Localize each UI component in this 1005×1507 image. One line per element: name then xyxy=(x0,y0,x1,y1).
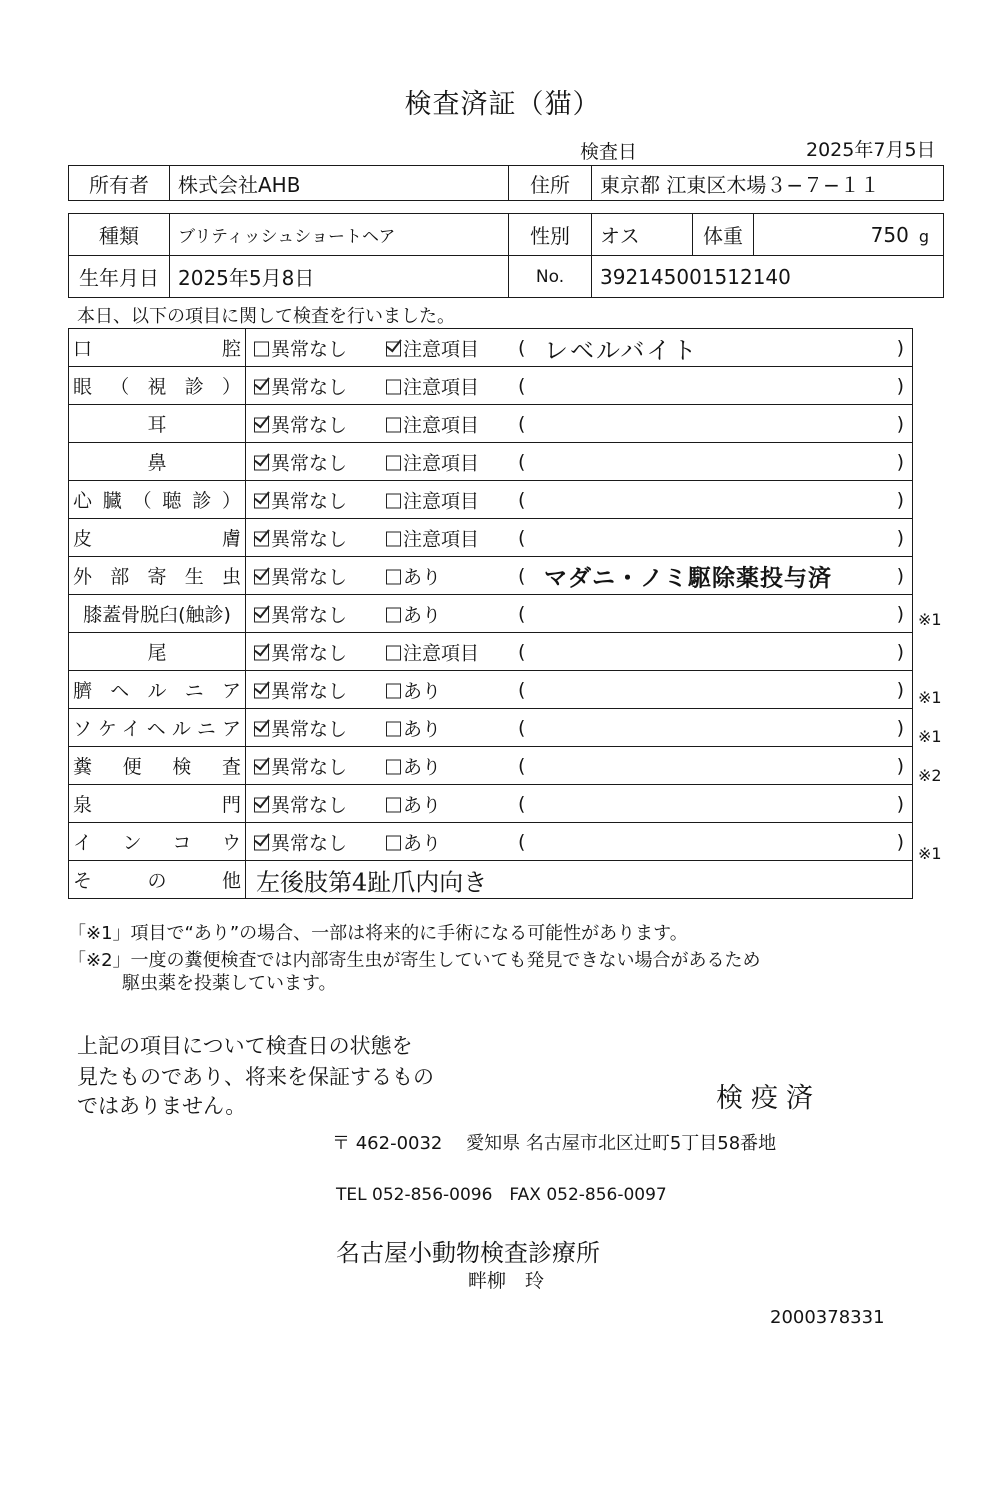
inspection-item-label: 臍ヘルニア xyxy=(73,680,241,702)
inspection-row xyxy=(69,443,913,481)
checked-box-icon[interactable] xyxy=(254,379,269,394)
inspection-item-label: 鼻 xyxy=(147,452,167,474)
close-paren: ) xyxy=(896,792,904,815)
inspection-item-name xyxy=(69,671,246,709)
normal-option-label: 異常なし xyxy=(271,566,348,588)
close-paren: ) xyxy=(896,526,904,549)
checked-box-icon[interactable] xyxy=(254,455,269,470)
normal-checkbox-option[interactable] xyxy=(254,638,347,665)
close-paren: ) xyxy=(896,564,904,587)
inspection-item-label: 口 腔 xyxy=(73,338,241,360)
abnormal-option-label: 注意項目 xyxy=(403,528,480,550)
abnormal-option-label: 注意項目 xyxy=(403,376,480,398)
inspection-item-name xyxy=(69,785,246,823)
normal-checkbox-option[interactable] xyxy=(254,448,347,475)
inspection-result-cell xyxy=(246,405,913,443)
normal-checkbox-option[interactable] xyxy=(254,790,347,817)
normal-checkbox-option[interactable] xyxy=(254,562,347,589)
normal-option-label: 異常なし xyxy=(271,604,348,626)
inspection-result-cell xyxy=(246,595,913,633)
checked-box-icon[interactable] xyxy=(254,569,269,584)
close-paren: ) xyxy=(896,602,904,625)
abnormal-option-label: あり xyxy=(403,756,442,778)
abnormal-checkbox-option[interactable] xyxy=(386,486,479,513)
inspection-item-label: 膝蓋骨脱臼(触診) xyxy=(83,604,231,626)
footnote-3: 駆虫薬を投薬しています。 xyxy=(122,973,337,994)
normal-option-label: 異常なし xyxy=(271,832,348,854)
checked-box-icon[interactable] xyxy=(254,645,269,660)
inspection-item-name xyxy=(69,443,246,481)
owner-address: 東京都 江東区木場３−７−１１ xyxy=(592,166,944,201)
weight-unit: g xyxy=(918,226,929,246)
abnormal-option-label: あり xyxy=(403,832,442,854)
inspection-result-cell xyxy=(246,329,913,367)
abnormal-checkbox-option[interactable] xyxy=(386,790,441,817)
intro-text: 本日、以下の項目に関して検査を行いました。 xyxy=(77,306,455,327)
normal-checkbox-option[interactable] xyxy=(254,372,347,399)
other-note-cell xyxy=(246,861,913,899)
inspection-item-label: 皮膚 xyxy=(73,528,241,550)
abnormal-checkbox-option[interactable] xyxy=(386,524,479,551)
footnote-2: 「※2」一度の糞便検査では内部寄生虫が寄生していても発見できない場合があるため xyxy=(68,950,761,971)
checkbox-icon[interactable] xyxy=(386,455,401,470)
normal-option-label: 異常なし xyxy=(271,528,348,550)
inspection-item-name xyxy=(69,519,246,557)
inspection-row-other xyxy=(69,861,913,899)
inspection-row xyxy=(69,557,913,595)
normal-option-label: 異常なし xyxy=(271,490,348,512)
normal-checkbox-option[interactable] xyxy=(254,828,347,855)
inspection-item-name xyxy=(69,861,246,899)
inspection-row xyxy=(69,709,913,747)
checkbox-icon[interactable] xyxy=(386,493,401,508)
inspection-result-cell xyxy=(246,481,913,519)
footnote-mark: ※2 xyxy=(918,765,942,785)
inspection-item-name xyxy=(69,481,246,519)
close-paren: ) xyxy=(896,450,904,473)
birth-label: 生年月日 xyxy=(69,256,170,298)
checkbox-icon[interactable] xyxy=(386,569,401,584)
open-paren: ( xyxy=(518,602,526,625)
abnormal-option-label: あり xyxy=(403,566,442,588)
abnormal-option-label: 注意項目 xyxy=(403,490,480,512)
abnormal-checkbox-option[interactable] xyxy=(386,448,479,475)
inspection-item-name xyxy=(69,747,246,785)
abnormal-option-label: 注意項目 xyxy=(403,338,480,360)
checked-box-icon[interactable] xyxy=(254,531,269,546)
quarantine-stamp: 検疫済 xyxy=(716,1083,821,1114)
abnormal-checkbox-option[interactable] xyxy=(386,828,441,855)
clinic-name: 名古屋小動物検査診療所 xyxy=(336,1239,600,1267)
checkbox-icon[interactable] xyxy=(386,797,401,812)
footnote-mark: ※1 xyxy=(918,610,942,630)
checked-box-icon[interactable] xyxy=(254,721,269,736)
close-paren: ) xyxy=(896,336,904,359)
checked-box-icon[interactable] xyxy=(254,607,269,622)
footnote-mark: ※1 xyxy=(918,727,942,746)
abnormal-option-label: 注意項目 xyxy=(403,414,480,436)
inspection-result-cell xyxy=(246,671,913,709)
inspection-row xyxy=(69,367,913,405)
inspection-item-label: 尾 xyxy=(147,642,167,664)
inspection-item-name xyxy=(69,329,246,367)
inspection-item-label: 泉門 xyxy=(73,794,241,816)
abnormal-option-label: 注意項目 xyxy=(403,452,480,474)
inspection-row xyxy=(69,785,913,823)
breed-value: ブリティッシュショートヘア xyxy=(170,214,509,256)
close-paren: ) xyxy=(896,754,904,777)
abnormal-checkbox-option[interactable] xyxy=(386,676,441,703)
inspection-result-cell xyxy=(246,747,913,785)
normal-checkbox-option[interactable] xyxy=(254,752,347,779)
disclaimer-line-3: ではありません。 xyxy=(77,1094,247,1118)
abnormal-option-label: 注意項目 xyxy=(403,642,480,664)
open-paren: ( xyxy=(518,526,526,549)
inspection-result-cell xyxy=(246,709,913,747)
checkbox-icon[interactable] xyxy=(386,379,401,394)
open-paren: ( xyxy=(518,564,526,587)
normal-checkbox-option[interactable] xyxy=(254,334,347,361)
close-paren: ) xyxy=(896,374,904,397)
number-value: 392145001512140 xyxy=(592,256,944,298)
footnote-1: 「※1」項目で“あり”の場合、一部は将来的に手術になる可能性があります。 xyxy=(68,923,688,944)
checkbox-icon[interactable] xyxy=(386,835,401,850)
open-paren: ( xyxy=(518,488,526,511)
close-paren: ) xyxy=(896,678,904,701)
owner-label: 所有者 xyxy=(69,166,170,201)
inspection-item-label: 眼（視診） xyxy=(73,376,241,398)
document-title: 検査済証（猫） xyxy=(404,89,601,120)
inspection-result-cell xyxy=(246,633,913,671)
serial-number: 2000378331 xyxy=(770,1307,885,1328)
normal-option-label: 異常なし xyxy=(271,338,348,360)
normal-checkbox-option[interactable] xyxy=(254,676,347,703)
abnormal-checkbox-option[interactable] xyxy=(386,752,441,779)
inspection-item-name xyxy=(69,823,246,861)
inspection-result-cell xyxy=(246,367,913,405)
sex-value: オス xyxy=(592,214,693,256)
close-paren: ) xyxy=(896,640,904,663)
abnormal-checkbox-option[interactable] xyxy=(386,410,479,437)
normal-checkbox-option[interactable] xyxy=(254,600,347,627)
inspection-item-name xyxy=(69,405,246,443)
weight-label: 体重 xyxy=(693,214,754,256)
abnormal-checkbox-option[interactable] xyxy=(386,334,479,361)
inspection-result-cell xyxy=(246,443,913,481)
inspection-note: レベルバイト xyxy=(544,336,699,364)
owner-name: 株式会社AHB xyxy=(170,166,509,201)
checked-box-icon[interactable] xyxy=(254,683,269,698)
close-paren: ) xyxy=(896,412,904,435)
inspection-row xyxy=(69,747,913,785)
inspection-date-label: 検査日 xyxy=(580,141,638,163)
open-paren: ( xyxy=(518,792,526,815)
clinic-phone: TEL 052-856-0096 FAX 052-856-0097 xyxy=(336,1185,667,1205)
inspection-result-cell xyxy=(246,823,913,861)
checkbox-icon[interactable] xyxy=(386,531,401,546)
clinic-address: 〒 462-0032 愛知県 名古屋市北区辻町5丁目58番地 xyxy=(332,1133,777,1154)
checked-box-icon[interactable] xyxy=(254,493,269,508)
inspection-row xyxy=(69,329,913,367)
abnormal-checkbox-option[interactable] xyxy=(386,600,441,627)
checkbox-icon[interactable] xyxy=(386,607,401,622)
doctor-name: 畔柳 玲 xyxy=(468,1270,545,1292)
open-paren: ( xyxy=(518,450,526,473)
normal-checkbox-option[interactable] xyxy=(254,410,347,437)
checkbox-icon[interactable] xyxy=(254,341,269,356)
owner-table xyxy=(68,165,944,201)
open-paren: ( xyxy=(518,678,526,701)
breed-label: 種類 xyxy=(69,214,170,256)
abnormal-option-label: あり xyxy=(403,718,442,740)
checked-box-icon[interactable] xyxy=(254,759,269,774)
open-paren: ( xyxy=(518,754,526,777)
abnormal-option-label: あり xyxy=(403,680,442,702)
inspection-item-label: 糞便検査 xyxy=(73,756,241,778)
close-paren: ) xyxy=(896,830,904,853)
inspection-item-label: 耳 xyxy=(147,414,167,436)
abnormal-checkbox-option[interactable] xyxy=(386,372,479,399)
normal-option-label: 異常なし xyxy=(271,756,348,778)
inspection-row xyxy=(69,671,913,709)
abnormal-checkbox-option[interactable] xyxy=(386,562,441,589)
abnormal-checkbox-option[interactable] xyxy=(386,714,441,741)
normal-option-label: 異常なし xyxy=(271,680,348,702)
footnote-mark: ※1 xyxy=(918,688,942,708)
inspection-result-cell xyxy=(246,785,913,823)
open-paren: ( xyxy=(518,412,526,435)
animal-info-table xyxy=(68,213,944,298)
other-note: 左後肢第4趾爪内向き xyxy=(256,868,488,896)
open-paren: ( xyxy=(518,336,526,359)
inspection-item-label: 心臓（聴診） xyxy=(73,490,241,512)
inspection-result-cell xyxy=(246,519,913,557)
normal-checkbox-option[interactable] xyxy=(254,486,347,513)
inspection-item-name xyxy=(69,633,246,671)
open-paren: ( xyxy=(518,640,526,663)
open-paren: ( xyxy=(518,830,526,853)
inspection-row xyxy=(69,633,913,671)
other-label: その他 xyxy=(73,870,241,892)
open-paren: ( xyxy=(518,716,526,739)
inspection-item-name xyxy=(69,557,246,595)
checkbox-icon[interactable] xyxy=(386,759,401,774)
inspection-item-name xyxy=(69,367,246,405)
abnormal-option-label: あり xyxy=(403,604,442,626)
weight-cell xyxy=(754,214,944,256)
inspection-note: マダニ・ノミ駆除薬投与済 xyxy=(544,565,832,591)
normal-checkbox-option[interactable] xyxy=(254,714,347,741)
weight-value: 750 xyxy=(870,222,909,247)
checked-box-icon[interactable] xyxy=(254,835,269,850)
inspection-row xyxy=(69,481,913,519)
inspection-item-name xyxy=(69,595,246,633)
normal-option-label: 異常なし xyxy=(271,642,348,664)
normal-option-label: 異常なし xyxy=(271,414,348,436)
abnormal-checkbox-option[interactable] xyxy=(386,638,479,665)
checked-box-icon[interactable] xyxy=(254,417,269,432)
disclaimer-line-1: 上記の項目について検査日の状態を xyxy=(77,1034,413,1058)
inspection-row xyxy=(69,519,913,557)
number-label: No. xyxy=(509,256,592,298)
address-label: 住所 xyxy=(509,166,592,201)
close-paren: ) xyxy=(896,488,904,511)
birth-value: 2025年5月8日 xyxy=(170,256,509,298)
disclaimer-line-2: 見たものであり、将来を保証するもの xyxy=(77,1065,434,1089)
inspection-row xyxy=(69,823,913,861)
checked-box-icon[interactable] xyxy=(386,341,401,356)
abnormal-option-label: あり xyxy=(403,794,442,816)
open-paren: ( xyxy=(518,374,526,397)
inspection-item-name xyxy=(69,709,246,747)
footnote-mark: ※1 xyxy=(918,843,942,863)
checkbox-icon[interactable] xyxy=(386,721,401,736)
sex-label: 性別 xyxy=(509,214,592,256)
normal-option-label: 異常なし xyxy=(271,794,348,816)
normal-checkbox-option[interactable] xyxy=(254,524,347,551)
checkbox-icon[interactable] xyxy=(386,645,401,660)
inspection-date: 2025年7月5日 xyxy=(806,139,936,161)
inspection-item-label: ソケイヘルニア xyxy=(73,718,241,740)
checked-box-icon[interactable] xyxy=(254,797,269,812)
normal-option-label: 異常なし xyxy=(271,718,348,740)
close-paren: ) xyxy=(896,716,904,739)
inspection-result-cell xyxy=(246,557,913,595)
normal-option-label: 異常なし xyxy=(271,376,348,398)
inspection-item-label: インコウ xyxy=(73,832,241,854)
inspection-item-label: 外部寄生虫 xyxy=(73,566,241,588)
inspection-row xyxy=(69,405,913,443)
inspection-table xyxy=(68,328,913,899)
checkbox-icon[interactable] xyxy=(386,683,401,698)
normal-option-label: 異常なし xyxy=(271,452,348,474)
checkbox-icon[interactable] xyxy=(386,417,401,432)
inspection-row xyxy=(69,595,913,633)
